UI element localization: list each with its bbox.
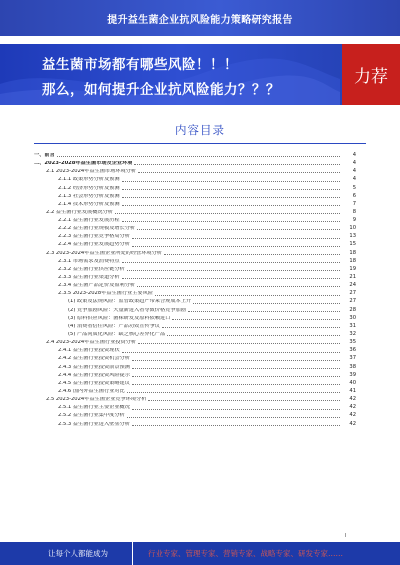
report-title-bar — [0, 0, 400, 36]
toc-leader-dots — [155, 295, 340, 296]
toc-divider — [34, 143, 366, 144]
toc-leader-dots — [132, 376, 340, 377]
toc-entry-title: 2.3.4 益生菌产品定价及盈利分析 — [58, 283, 136, 289]
toc-entry[interactable] — [34, 402, 356, 410]
footer-divider — [132, 542, 133, 565]
toc-entry[interactable] — [34, 240, 356, 248]
toc-entry-title: (2) 竞争加剧风险：大量新进入者导致价格竞争加剧 — [68, 307, 186, 313]
toc-entry-title: 一、前言 — [34, 152, 55, 158]
toc-leader-dots — [132, 425, 340, 426]
toc-entry-title: 2.3.3 益生菌行业渠道分析 — [58, 275, 120, 281]
toc-entry[interactable] — [34, 329, 356, 337]
toc-entry-page: 38 — [349, 363, 356, 370]
toc-entry-title: 2.4 2023-2024年益生菌行业投资分析 — [46, 340, 137, 346]
toc-entry-page: 42 — [349, 412, 356, 419]
toc-leader-dots — [122, 352, 340, 353]
toc-entry-title: 2.5.3 益生菌行业进入壁垒分析 — [58, 421, 130, 427]
toc-entry[interactable] — [34, 411, 356, 419]
toc-entry-page: 13 — [349, 233, 356, 240]
toc-leader-dots — [115, 213, 340, 214]
toc-entry-page: 4 — [352, 160, 356, 167]
toc-leader-dots — [122, 262, 340, 263]
toc-entry-title: (5) 产品同质化风险：缺乏核心差异化产品 — [68, 332, 166, 338]
toc-entry[interactable] — [34, 419, 356, 427]
footer-tagline: 行业专家、管理专家、营销专家、战略专家、研发专家…… — [148, 549, 343, 558]
toc-entry-title: 2.1 2023-2024年益生菌市场环境分析 — [46, 169, 137, 175]
toc-entry[interactable] — [34, 370, 356, 378]
toc-entry[interactable] — [34, 150, 356, 158]
toc-entry-page: 9 — [352, 217, 356, 224]
toc-leader-dots — [162, 327, 340, 328]
toc-entry[interactable] — [34, 362, 356, 370]
toc-entry-title: 2.2 益生菌行业发展概况分析 — [46, 209, 113, 215]
toc-entry-title: 2.3 2023-2024年益生菌企业所处的经营环境分析 — [46, 250, 162, 256]
toc-entry-title: 2.5.1 益生菌行业主要企业概况 — [58, 405, 130, 411]
toc-entry-page: 37 — [349, 355, 356, 362]
toc-entry-title: 2.2.1 益生菌行业发展历程 — [58, 218, 120, 224]
toc-entry-page: 4 — [352, 168, 356, 175]
toc-entry-page: 39 — [349, 371, 356, 378]
toc-leader-dots — [137, 229, 340, 230]
toc-entry-title: 2.2.3 益生菌行业竞争格局分析 — [58, 234, 130, 240]
toc-entry-page: 7 — [352, 200, 356, 207]
toc-entry-page: 41 — [349, 388, 356, 395]
hero-banner — [0, 44, 400, 105]
toc-entry-title: 2.4.3 益生菌行业投资前景预测 — [58, 364, 130, 370]
toc-entry[interactable] — [34, 166, 356, 174]
toc-entry[interactable] — [34, 264, 356, 272]
toc-entry-title: 2.2.4 益生菌行业发展趋势分析 — [58, 242, 130, 248]
toc-leader-dots — [138, 343, 340, 344]
toc-entry[interactable] — [34, 183, 356, 191]
toc-entry[interactable] — [34, 337, 356, 345]
toc-entry-page: 18 — [349, 249, 356, 256]
toc-entry-title: (1) 政策及法规风险：监管政策趋严带来合规成本上升 — [68, 299, 192, 305]
toc-entry-page: 42 — [349, 420, 356, 427]
toc-entry[interactable] — [34, 248, 356, 256]
toc-entry[interactable] — [34, 280, 356, 288]
toc-entry-page: 31 — [349, 322, 356, 329]
toc-entry-page: 27 — [349, 298, 356, 305]
toc-leader-dots — [122, 221, 340, 222]
toc-entry[interactable] — [34, 256, 356, 264]
toc-entry-page: 8 — [352, 208, 356, 215]
toc-leader-dots — [167, 335, 340, 336]
toc-entry[interactable] — [34, 321, 356, 329]
toc-entry-title: 2.4.4 益生菌行业投资风险提示 — [58, 372, 130, 378]
toc-entry-title: 2.4.1 益生菌行业投资现状 — [58, 348, 120, 354]
toc-leader-dots — [132, 246, 340, 247]
toc-entry[interactable] — [34, 386, 356, 394]
toc-entry-title: 2.1.4 技术形势分析及预测 — [58, 201, 120, 207]
toc-entry-title: 2.1.1 政策形势分析及预测 — [58, 177, 120, 183]
toc-leader-dots — [122, 181, 340, 182]
toc-entry-title: 2.4.6 国内外益生菌行业对比 — [58, 389, 125, 395]
hero-subheadline: 那么，如何提升企业抗风险能力？？？ — [42, 82, 280, 98]
badge-label: 力荐 — [354, 67, 388, 87]
toc-entry-page: 24 — [349, 282, 356, 289]
toc-entry-page: 21 — [349, 274, 356, 281]
toc-entry[interactable] — [34, 378, 356, 386]
toc-leader-dots — [127, 417, 340, 418]
toc-entry[interactable] — [34, 174, 356, 182]
footer-bar — [0, 542, 400, 565]
toc-entry-page: 4 — [352, 176, 356, 183]
toc-leader-dots — [137, 286, 340, 287]
toc-title: 内容目录 — [175, 123, 225, 137]
toc-entry-page: 36 — [349, 347, 356, 354]
toc-leader-dots — [127, 392, 340, 393]
toc-entry[interactable] — [34, 215, 356, 223]
toc-leader-dots — [132, 238, 340, 239]
toc-entry-title: 2.2.2 益生菌行业规模及增长分析 — [58, 226, 136, 232]
toc-entry-title: 2.3.1 市场需求及消费特点 — [58, 258, 120, 264]
toc-entry[interactable] — [34, 288, 356, 296]
toc-entry[interactable] — [34, 394, 356, 402]
toc-entry-title: 2.1.2 经济形势分析及预测 — [58, 185, 120, 191]
toc-entry[interactable] — [34, 207, 356, 215]
hero-headline: 益生菌市场都有哪些风险！！！ — [42, 57, 238, 73]
toc-entry-page: 28 — [349, 306, 356, 313]
toc-leader-dots — [164, 254, 340, 255]
table-of-contents — [34, 150, 356, 427]
toc-entry-title: 2.5 2023-2024年益生菌企业竞争环境分析 — [46, 397, 147, 403]
toc-leader-dots — [188, 311, 340, 312]
toc-entry[interactable] — [34, 345, 356, 353]
toc-leader-dots — [132, 409, 340, 410]
toc-entry[interactable] — [34, 158, 356, 166]
toc-entry-page: 4 — [352, 151, 356, 158]
toc-entry[interactable] — [34, 272, 356, 280]
toc-entry-page: 42 — [349, 396, 356, 403]
toc-entry[interactable] — [34, 191, 356, 199]
toc-entry-title: 2.4.5 益生菌行业投资策略建议 — [58, 380, 130, 386]
footer-slogan: 让每个人都能成为 — [48, 549, 108, 558]
toc-entry-title: 2.1.3 社会形势分析及预测 — [58, 193, 120, 199]
toc-leader-dots — [132, 360, 340, 361]
toc-entry[interactable] — [34, 231, 356, 239]
toc-entry-title: (4) 消费者信任风险：产品功效宣传争议 — [68, 323, 160, 329]
toc-entry[interactable] — [34, 223, 356, 231]
toc-entry-page: 32 — [349, 331, 356, 338]
toc-entry-page: 15 — [349, 241, 356, 248]
recommend-badge — [342, 44, 400, 105]
toc-entry[interactable] — [34, 297, 356, 305]
toc-leader-dots — [122, 278, 340, 279]
toc-entry-title: 2.3.5 2023-2028年益生菌行业主要风险 — [58, 291, 153, 297]
toc-leader-dots — [132, 368, 340, 369]
toc-leader-dots — [122, 205, 340, 206]
toc-entry-page: 19 — [349, 265, 356, 272]
toc-entry[interactable] — [34, 199, 356, 207]
toc-leader-dots — [138, 172, 340, 173]
toc-leader-dots — [193, 303, 340, 304]
toc-leader-dots — [132, 384, 340, 385]
toc-entry-page: 18 — [349, 257, 356, 264]
toc-leader-dots — [122, 197, 340, 198]
toc-entry-title: 二、2023-2028年益生菌市场及企业环境 — [34, 161, 133, 167]
toc-leader-dots — [148, 400, 340, 401]
toc-entry[interactable] — [34, 305, 356, 313]
toc-leader-dots — [172, 319, 340, 320]
toc-leader-dots — [122, 189, 340, 190]
toc-leader-dots — [57, 156, 340, 157]
toc-entry-title: 2.4.2 益生菌行业投资机会分析 — [58, 356, 130, 362]
toc-entry-page: 35 — [349, 339, 356, 346]
toc-entry-title: (3) 原料供应风险：菌株研发及原料依赖进口 — [68, 315, 171, 321]
toc-leader-dots — [127, 270, 340, 271]
toc-entry-page: 30 — [349, 314, 356, 321]
toc-entry-page: 42 — [349, 404, 356, 411]
toc-entry[interactable] — [34, 313, 356, 321]
page-marker: I — [345, 533, 347, 539]
toc-entry-title: 2.5.2 益生菌行业集中度分析 — [58, 413, 125, 419]
toc-entry-title: 2.3.2 益生菌行业供应链分析 — [58, 266, 125, 272]
toc-entry-page: 5 — [352, 184, 356, 191]
toc-leader-dots — [134, 164, 340, 165]
toc-entry[interactable] — [34, 354, 356, 362]
toc-entry-page: 27 — [349, 290, 356, 297]
toc-entry-page: 6 — [352, 192, 356, 199]
report-title: 提升益生菌企业抗风险能力策略研究报告 — [107, 14, 293, 26]
toc-entry-page: 40 — [349, 379, 356, 386]
toc-entry-page: 10 — [349, 225, 356, 232]
